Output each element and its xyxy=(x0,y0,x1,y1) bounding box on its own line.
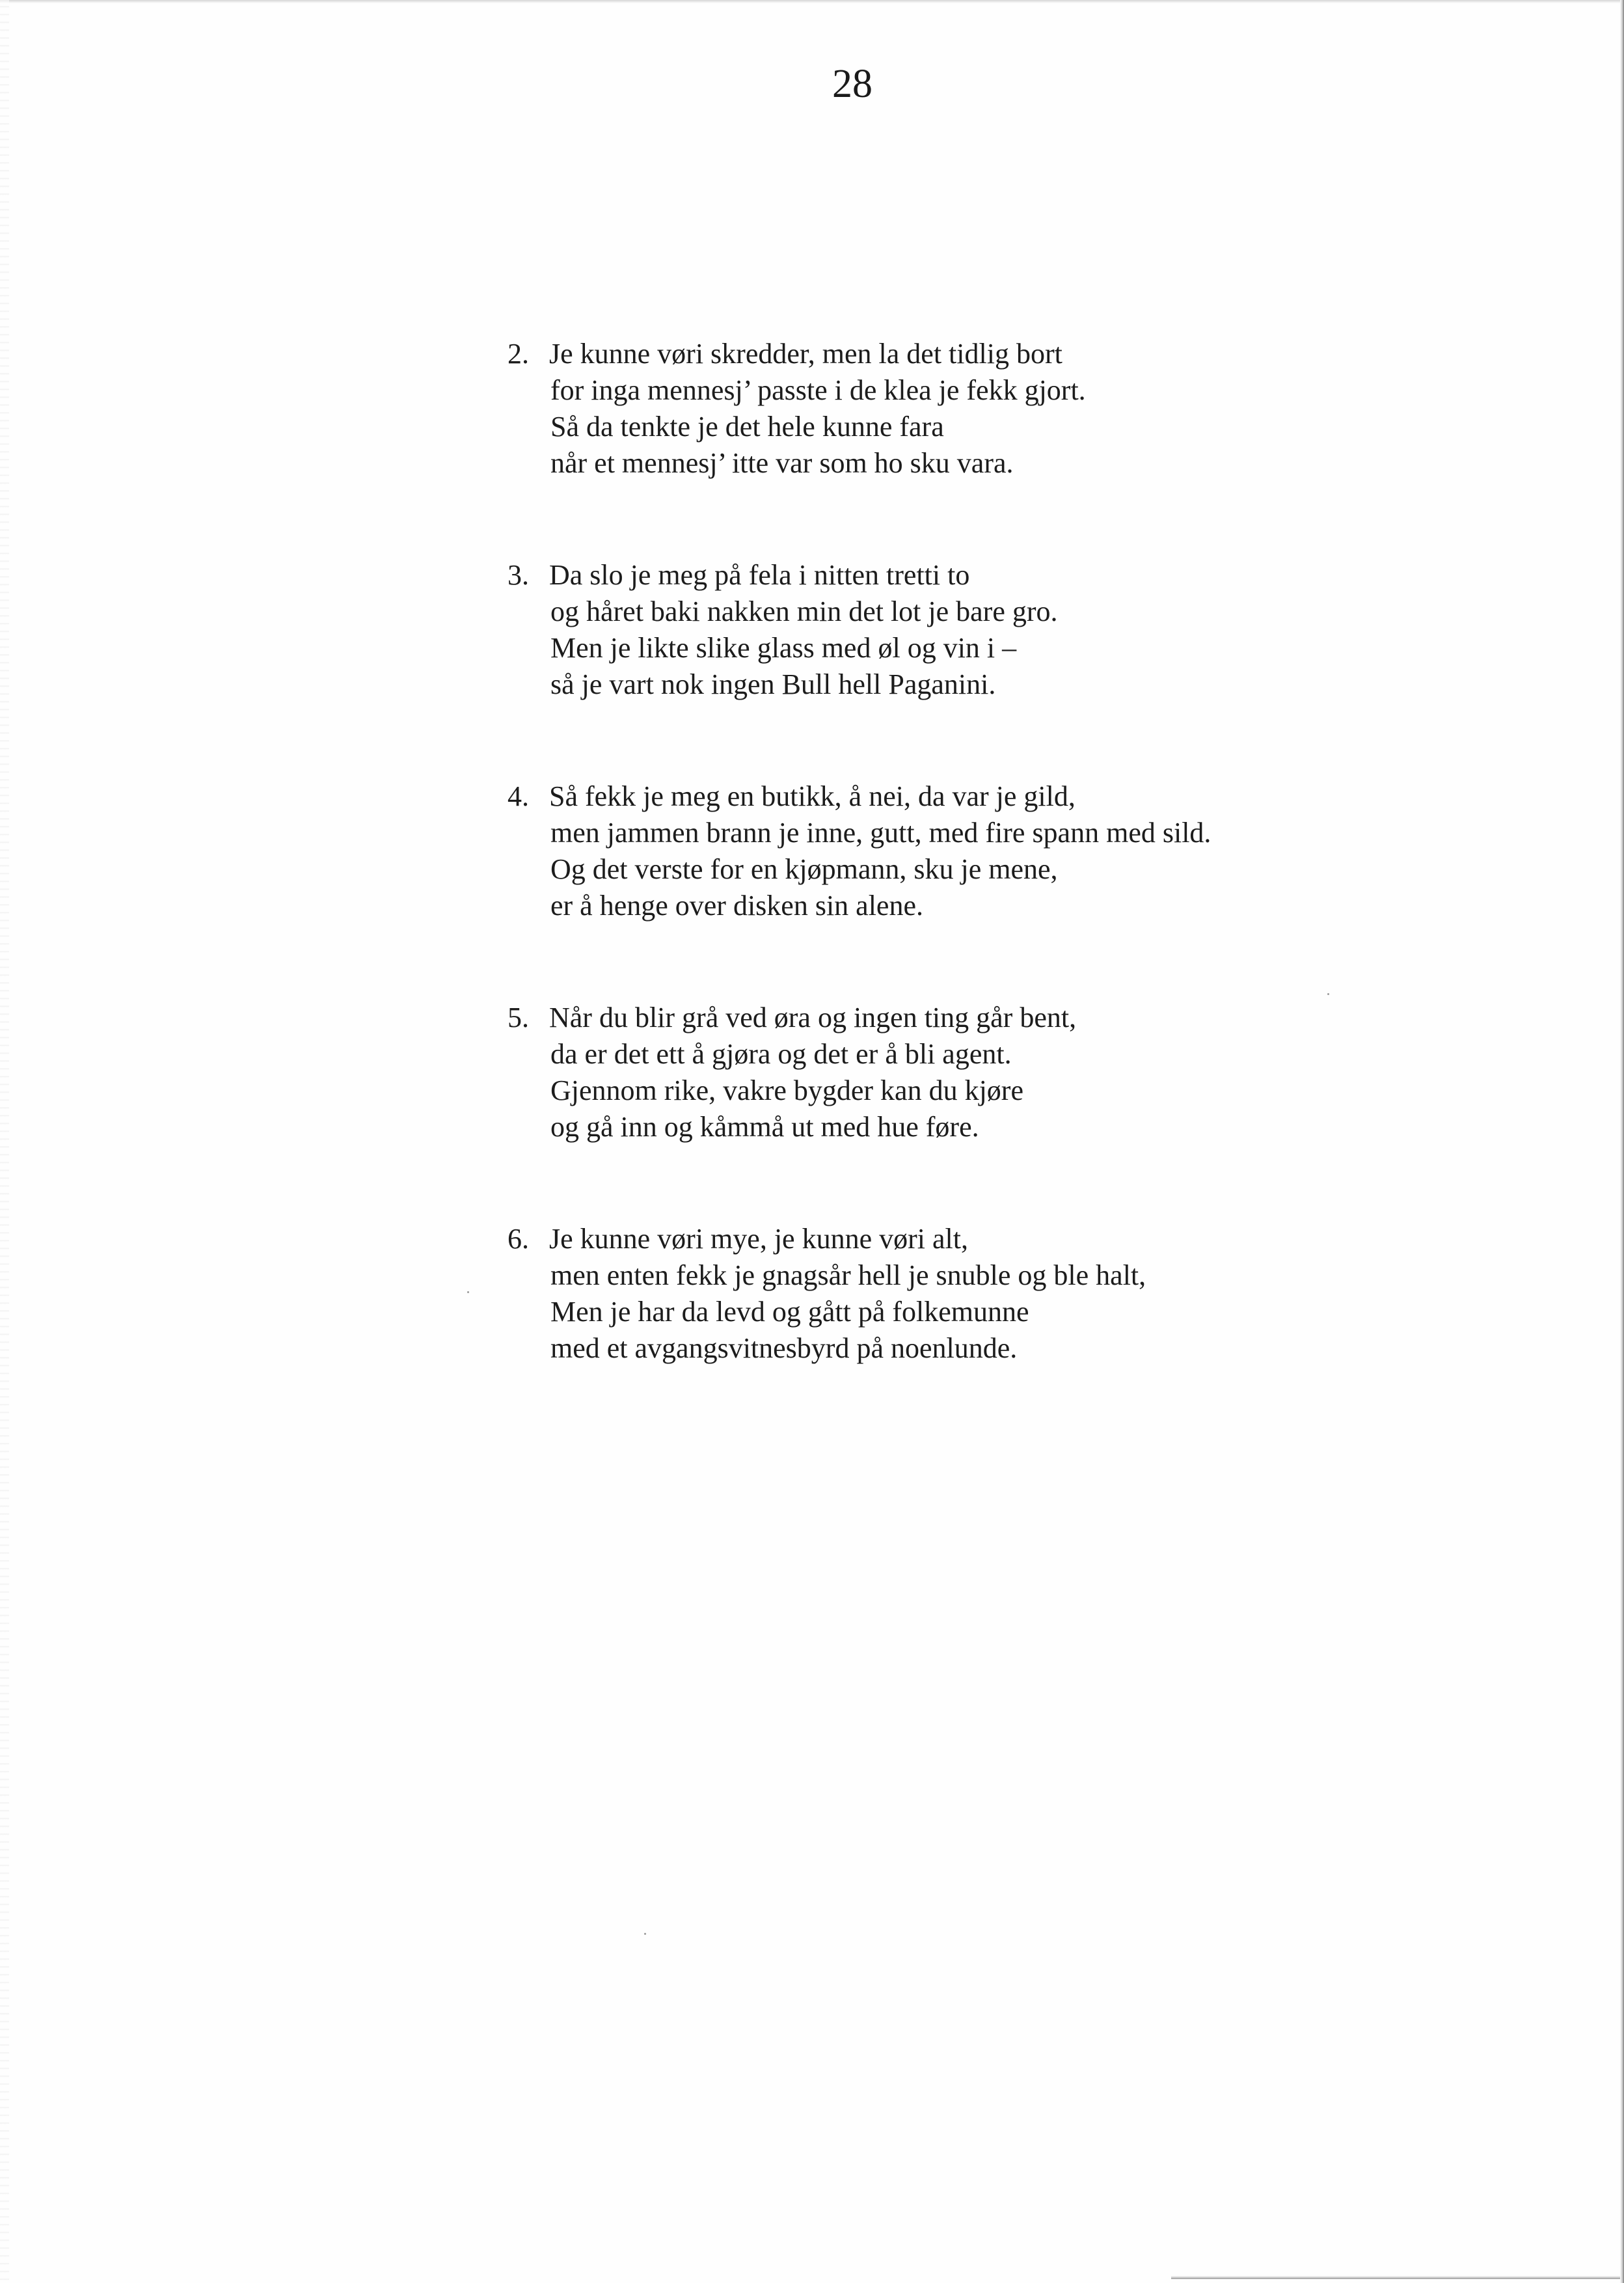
poem-line: Gjennom rike, vakre bygder kan du kjøre xyxy=(550,1074,1023,1106)
stanza-number: 4. xyxy=(508,780,529,812)
poem-line: og håret baki nakken min det lot je bare gro. xyxy=(550,595,1058,627)
stanza xyxy=(508,1221,1353,1367)
scan-speck xyxy=(644,1933,646,1935)
poem-line: men enten fekk je gnagsår hell je snuble og ble halt, xyxy=(550,1259,1146,1291)
poem-line: da er det ett å gjøra og det er å bli agent. xyxy=(550,1038,1012,1070)
poem-line: Så fekk je meg en butikk, å nei, da var je gild, xyxy=(549,780,1076,812)
poem-line: og gå inn og kåmmå ut med hue føre. xyxy=(550,1111,979,1143)
stanza-number: 3. xyxy=(508,559,529,591)
stanza xyxy=(508,336,1353,482)
poem-line: med et avgangsvitnesbyrd på noenlunde. xyxy=(550,1332,1018,1364)
stanza xyxy=(508,557,1353,703)
poem-line: Og det verste for en kjøpmann, sku je mene, xyxy=(550,853,1058,885)
poem-line: men jammen brann je inne, gutt, med fire spann med sild. xyxy=(550,817,1211,849)
page-right-edge xyxy=(1620,0,1624,2283)
scan-speck xyxy=(1327,993,1329,995)
poem-line: Da slo je meg på fela i nitten tretti to xyxy=(549,559,970,591)
poem xyxy=(508,336,1353,1442)
poem-line: Je kunne vøri skredder, men la det tidlig bort xyxy=(549,338,1062,370)
page-left-edge xyxy=(0,0,9,2283)
poem-line: Men je likte slike glass med øl og vin i – xyxy=(550,632,1017,664)
page-top-edge xyxy=(0,0,1624,3)
stanza-number: 2. xyxy=(508,338,529,370)
stanza xyxy=(508,1000,1353,1145)
poem-line: Men je har da levd og gått på folkemunne xyxy=(550,1296,1029,1328)
poem-line: Så da tenkte je det hele kunne fara xyxy=(550,411,944,443)
poem-line: er å henge over disken sin alene. xyxy=(550,890,923,922)
page-bottom-edge xyxy=(1171,2276,1620,2279)
stanza-number: 5. xyxy=(508,1002,529,1033)
scan-speck xyxy=(467,1291,469,1293)
poem-line: når et mennesj’ itte var som ho sku vara. xyxy=(550,447,1014,479)
stanza xyxy=(508,778,1353,924)
poem-line: Je kunne vøri mye, je kunne vøri alt, xyxy=(549,1223,968,1255)
page-number: 28 xyxy=(832,62,873,106)
poem-line: så je vart nok ingen Bull hell Paganini. xyxy=(550,668,996,700)
poem-line: Når du blir grå ved øra og ingen ting går bent, xyxy=(549,1002,1077,1033)
stanza-number: 6. xyxy=(508,1223,529,1255)
poem-line: for inga mennesj’ passte i de klea je fekk gjort. xyxy=(550,374,1086,406)
